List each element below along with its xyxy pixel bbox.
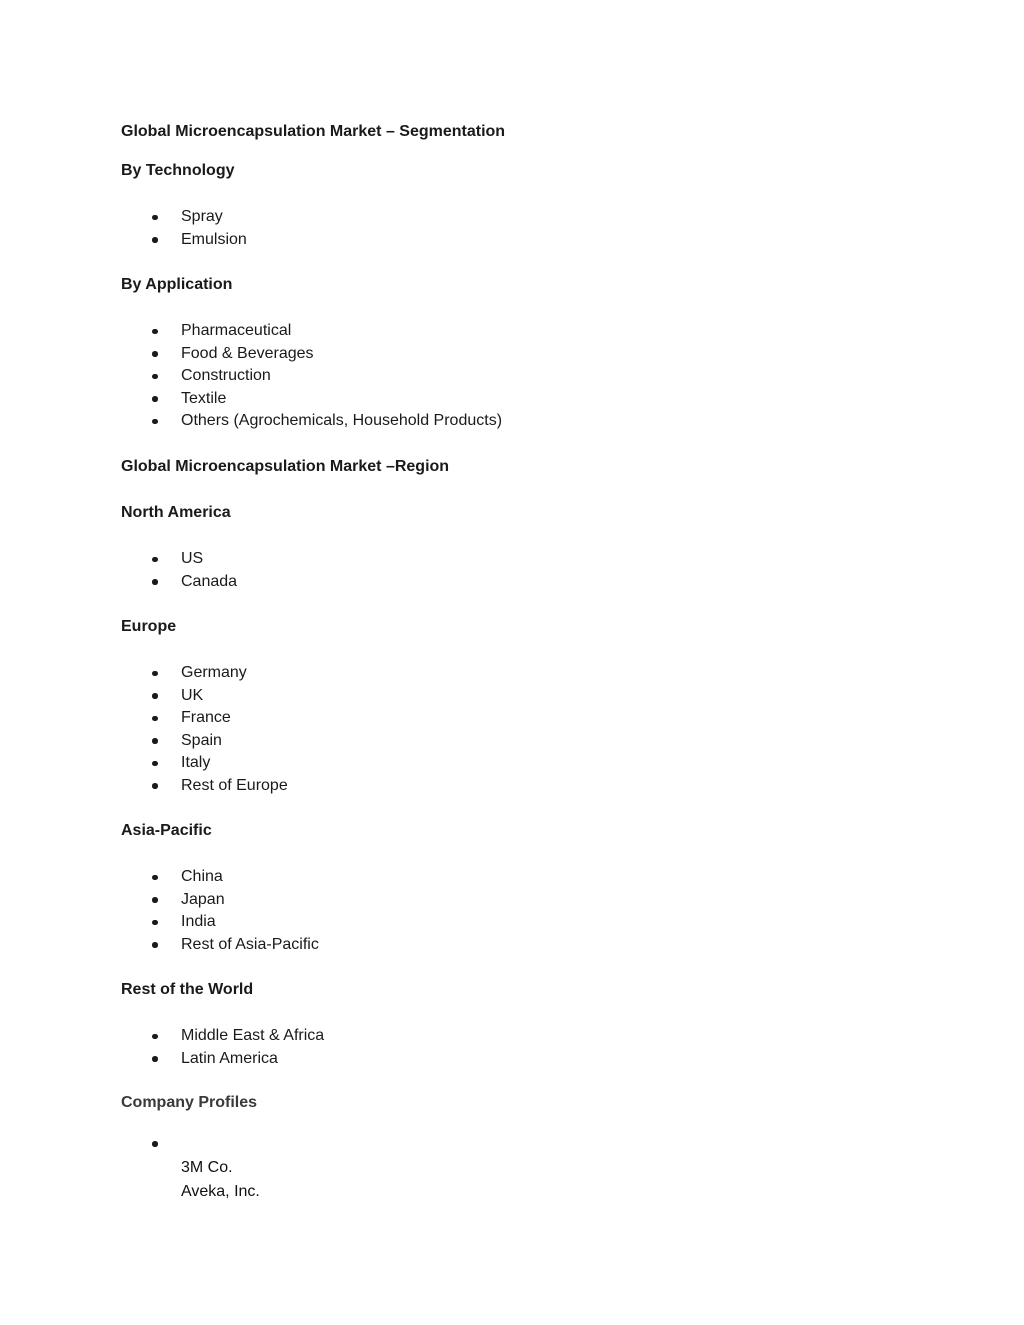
- heading-north-america: North America: [121, 504, 231, 521]
- list-item: Japan: [121, 889, 319, 912]
- bullet-icon: [152, 396, 158, 402]
- bullet-icon: [152, 1056, 158, 1062]
- bullet-icon: [152, 351, 158, 357]
- heading-by-technology: By Technology: [121, 162, 235, 179]
- heading-europe: Europe: [121, 618, 177, 635]
- bullet-icon: [152, 875, 158, 881]
- heading-rest-of-world: Rest of the World: [121, 981, 254, 998]
- list-item: Middle East & Africa: [121, 1025, 324, 1048]
- list-item: Rest of Europe: [121, 775, 288, 798]
- list-item: Germany: [121, 662, 288, 685]
- europe-list: [121, 662, 288, 797]
- company-item: Aveka, Inc.: [181, 1183, 260, 1200]
- north-america-list: [121, 548, 237, 593]
- list-item: Italy: [121, 752, 288, 775]
- list-item: India: [121, 911, 319, 934]
- bullet-icon: [152, 329, 158, 335]
- page-title: Global Microencapsulation Market – Segmentation: [121, 123, 506, 140]
- bullet-icon: [152, 374, 158, 380]
- list-item: Latin America: [121, 1048, 324, 1071]
- list-item: UK: [121, 685, 288, 708]
- heading-by-application: By Application: [121, 276, 233, 293]
- list-item: Construction: [121, 365, 502, 388]
- bullet-icon: [152, 738, 158, 744]
- bullet-icon: [152, 1141, 158, 1147]
- bullet-icon: [152, 716, 158, 722]
- bullet-icon: [152, 783, 158, 789]
- bullet-icon: [152, 693, 158, 699]
- bullet-icon: [152, 761, 158, 767]
- list-item: Emulsion: [121, 229, 247, 252]
- bullet-icon: [152, 579, 158, 585]
- region-title: Global Microencapsulation Market –Region: [121, 458, 450, 475]
- heading-company-profiles: Company Profiles: [121, 1094, 258, 1111]
- list-item: Spray: [121, 206, 247, 229]
- list-item: Textile: [121, 388, 502, 411]
- application-list: [121, 320, 502, 433]
- bullet-icon: [152, 237, 158, 243]
- list-item: US: [121, 548, 237, 571]
- list-item: France: [121, 707, 288, 730]
- list-item: China: [121, 866, 319, 889]
- bullet-icon: [152, 942, 158, 948]
- rest-of-world-list: [121, 1025, 324, 1070]
- bullet-icon: [152, 920, 158, 926]
- bullet-icon: [152, 897, 158, 903]
- bullet-icon: [152, 557, 158, 563]
- list-item: Pharmaceutical: [121, 320, 502, 343]
- list-item: Spain: [121, 730, 288, 753]
- company-item: 3M Co.: [181, 1159, 233, 1176]
- bullet-icon: [152, 671, 158, 677]
- bullet-icon: [152, 419, 158, 425]
- list-item: Others (Agrochemicals, Household Products): [121, 410, 502, 433]
- technology-list: [121, 206, 247, 251]
- heading-asia-pacific: Asia-Pacific: [121, 822, 212, 839]
- bullet-icon: [152, 1034, 158, 1040]
- list-item: Rest of Asia-Pacific: [121, 934, 319, 957]
- asia-pacific-list: [121, 866, 319, 956]
- bullet-icon: [152, 215, 158, 221]
- list-item: Canada: [121, 571, 237, 594]
- list-item: Food & Beverages: [121, 343, 502, 366]
